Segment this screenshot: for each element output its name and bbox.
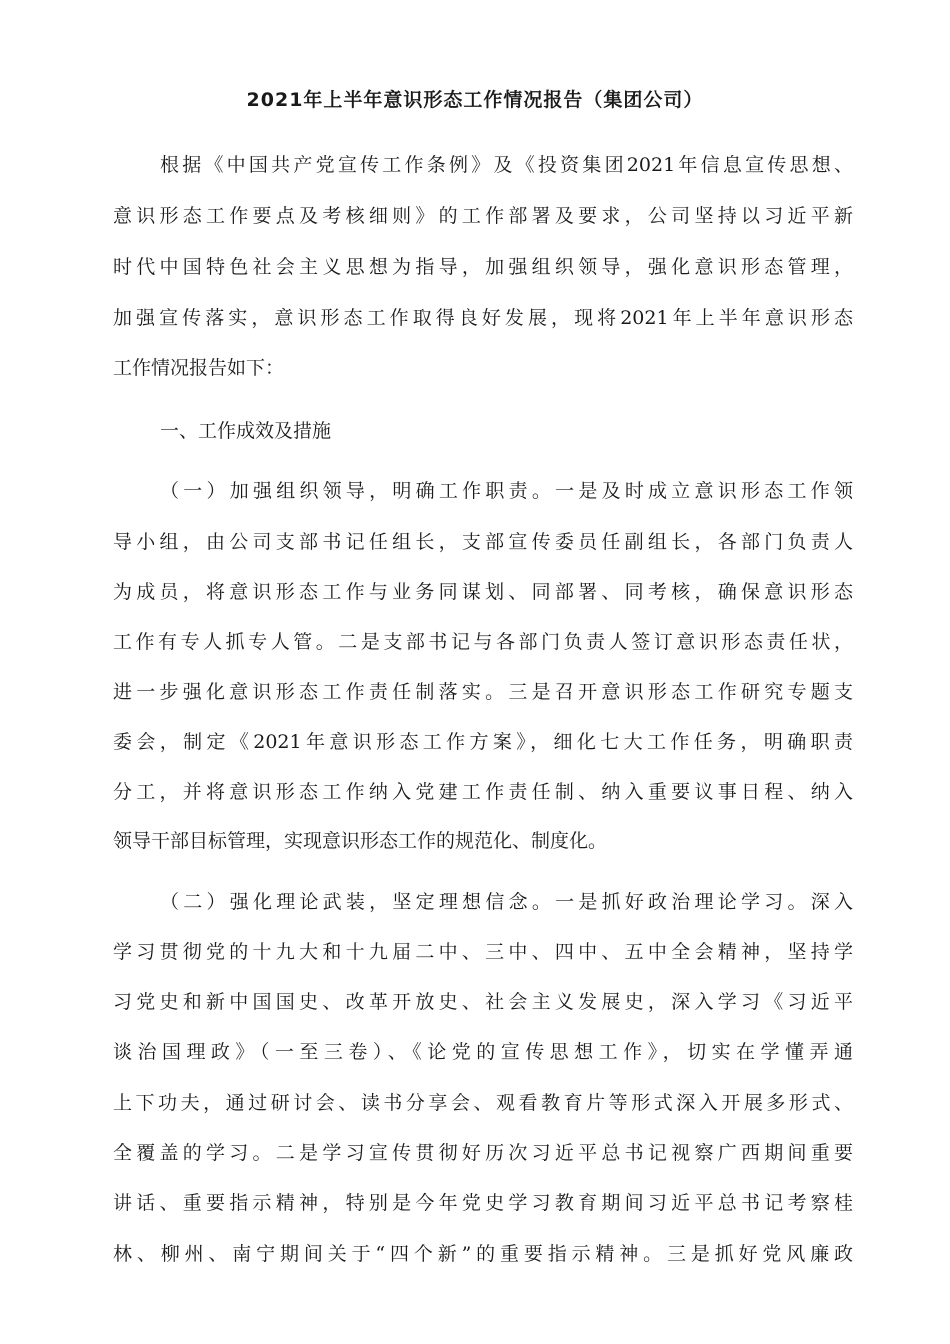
section-heading: 一、工作成效及措施: [160, 420, 332, 442]
para1-line-1: （一）加强组织领导，明确工作职责。一是及时成立意识形态工作领: [160, 480, 853, 502]
intro-line-5: 工作情况报告如下：: [113, 357, 285, 379]
para1-line-7: 分工，并将意识形态工作纳入党建工作责任制、纳入重要议事日程、纳入: [113, 781, 853, 803]
intro-line-2: 意识形态工作要点及考核细则》的工作部署及要求，公司坚持以习近平新: [113, 205, 853, 227]
intro-line-1: 根据《中国共产党宣传工作条例》及《投资集团2021年信息宣传思想、: [160, 154, 853, 176]
para2-line-4: 谈治国理政》（一至三卷）、《论党的宣传思想工作》，切实在学懂弄通: [113, 1041, 853, 1063]
para1-line-2: 导小组，由公司支部书记任组长，支部宣传委员任副组长，各部门负责人: [113, 531, 853, 553]
para1-line-8: 领导干部目标管理，实现意识形态工作的规范化、制度化。: [113, 830, 608, 852]
para2-line-1: （二）强化理论武装，坚定理想信念。一是抓好政治理论学习。深入: [160, 891, 853, 913]
para2-line-2: 学习贯彻党的十九大和十九届二中、三中、四中、五中全会精神，坚持学: [113, 941, 853, 963]
para2-line-8: 林、柳州、南宁期间关于“四个新”的重要指示精神。三是抓好党风廉政: [113, 1243, 853, 1265]
para1-line-3: 为成员，将意识形态工作与业务同谋划、同部署、同考核，确保意识形态: [113, 581, 853, 603]
para2-line-6: 全覆盖的学习。二是学习宣传贯彻好历次习近平总书记视察广西期间重要: [113, 1142, 853, 1164]
para1-line-5: 进一步强化意识形态工作责任制落实。三是召开意识形态工作研究专题支: [113, 681, 853, 703]
para1-line-6: 委会，制定《2021年意识形态工作方案》，细化七大工作任务，明确职责: [113, 731, 853, 753]
para1-line-4: 工作有专人抓专人管。二是支部书记与各部门负责人签订意识形态责任状，: [113, 631, 853, 653]
intro-line-4: 加强宣传落实，意识形态工作取得良好发展，现将2021年上半年意识形态: [113, 307, 853, 329]
document-title: 2021年上半年意识形态工作情况报告（集团公司）: [246, 89, 704, 111]
intro-line-3: 时代中国特色社会主义思想为指导，加强组织领导，强化意识形态管理，: [113, 256, 853, 278]
para2-line-5: 上下功夫，通过研讨会、读书分享会、观看教育片等形式深入开展多形式、: [113, 1092, 853, 1114]
para2-line-7: 讲话、重要指示精神，特别是今年党史学习教育期间习近平总书记考察桂: [113, 1192, 853, 1214]
para2-line-3: 习党史和新中国国史、改革开放史、社会主义发展史，深入学习《习近平: [113, 991, 853, 1013]
